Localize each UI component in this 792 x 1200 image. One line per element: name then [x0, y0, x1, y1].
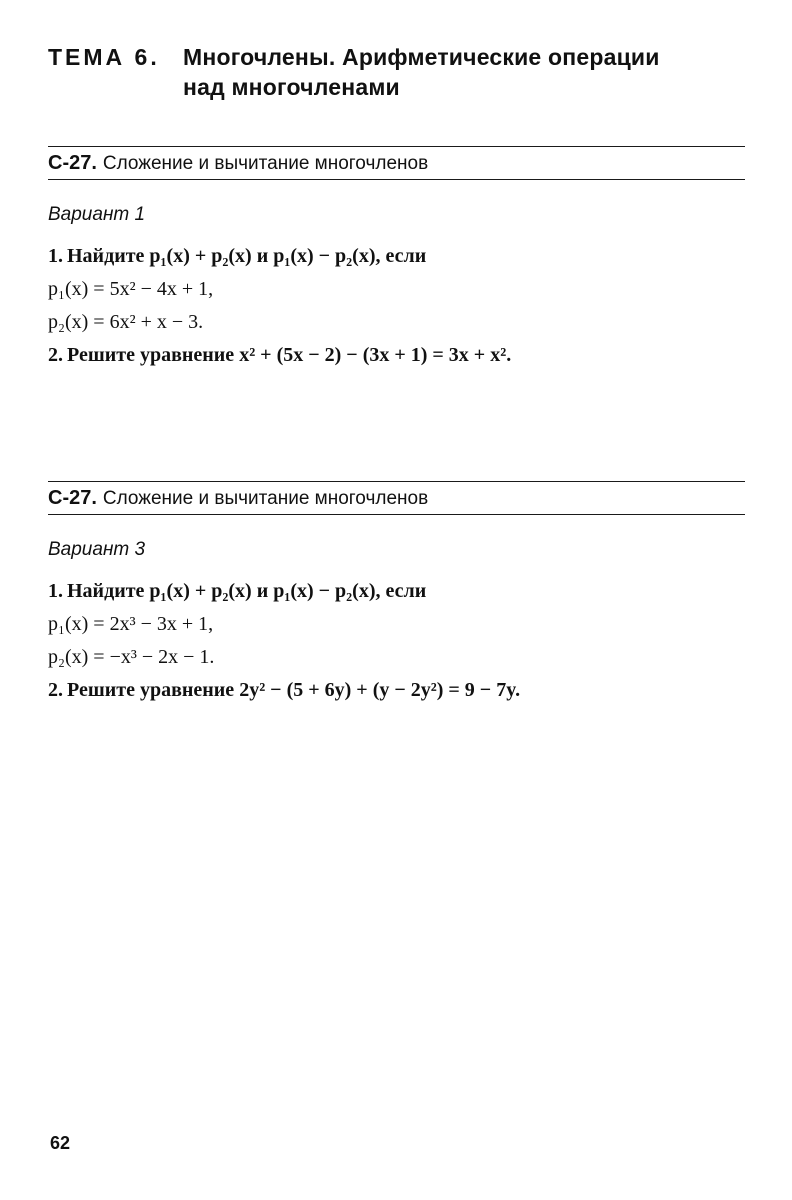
task-text: Решите уравнение x² + (5x − 2) − (3x + 1) = 3x + x². [67, 344, 512, 366]
task-number: 1. [48, 245, 63, 267]
topic-title-line2: над многочленами [183, 74, 400, 100]
section-code: С-27. [48, 487, 97, 509]
section-bottom-rule [48, 514, 745, 515]
section-variant-1 [48, 146, 745, 372]
task-list [48, 240, 745, 372]
task-1-definition-p2: p₂(x) = −x³ − 2x − 1. [48, 646, 215, 668]
section-header [48, 482, 745, 514]
section-code: С-27. [48, 152, 97, 174]
task-1-definition-p1: p₁(x) = 2x³ − 3x + 1, [48, 613, 214, 635]
section-header [48, 147, 745, 179]
task-2 [48, 339, 745, 372]
task-1-definition-p2: p₂(x) = 6x² + x − 3. [48, 311, 204, 333]
topic-title-line1: Многочлены. Арифметические операции [183, 44, 660, 70]
variant-label: Вариант 3 [48, 539, 146, 560]
task-number: 2. [48, 679, 63, 701]
task-1 [48, 240, 745, 273]
task-text: Найдите p₁(x) + p₂(x) и p₁(x) − p₂(x), если [67, 580, 427, 602]
variant-label: Вариант 1 [48, 204, 146, 225]
section-title: Сложение и вычитание многочленов [102, 488, 429, 509]
topic-label: ТЕМА 6. [48, 44, 160, 70]
task-text: Решите уравнение 2y² − (5 + 6y) + (y − 2y²) = 9 − 7y. [67, 679, 521, 701]
task-number: 1. [48, 580, 63, 602]
task-list [48, 575, 745, 707]
task-number: 2. [48, 344, 63, 366]
task-text: Найдите p₁(x) + p₂(x) и p₁(x) − p₂(x), если [67, 245, 427, 267]
task-1-definition-p1: p₁(x) = 5x² − 4x + 1, [48, 278, 214, 300]
page-number: 62 [50, 1133, 71, 1153]
section-bottom-rule [48, 179, 745, 180]
topic-heading [48, 42, 748, 102]
section-variant-3 [48, 481, 745, 707]
task-1 [48, 575, 745, 608]
section-title: Сложение и вычитание многочленов [102, 153, 429, 174]
task-2 [48, 674, 745, 707]
